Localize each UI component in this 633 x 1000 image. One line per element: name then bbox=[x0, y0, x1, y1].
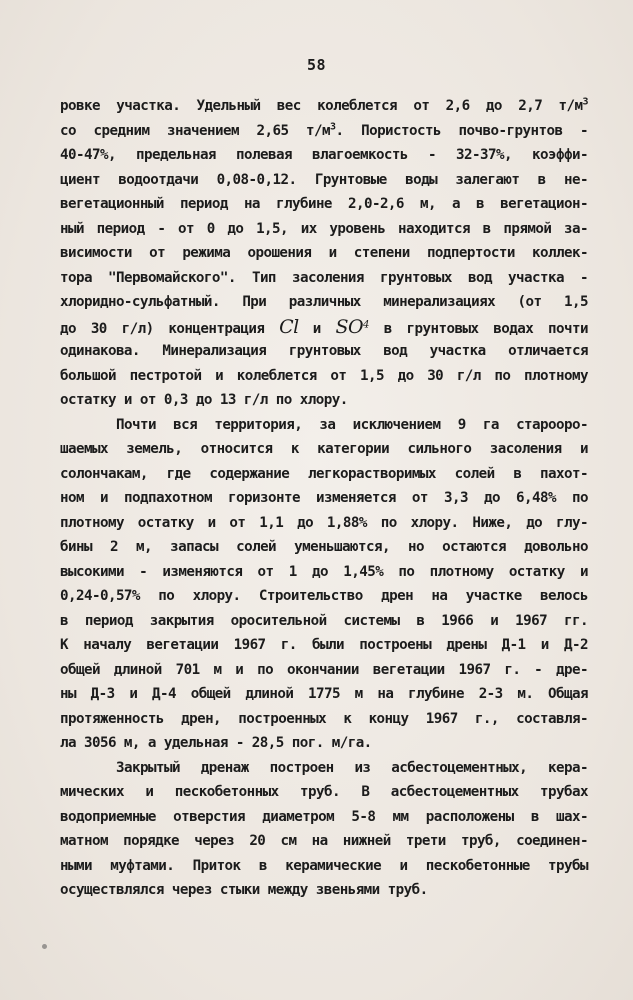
text-line: ла 3056 м, а удельная - 28,5 пог. м/га. bbox=[60, 735, 372, 751]
handwritten-chlorine: Cl bbox=[279, 315, 299, 338]
text-line: до 30 г/л) концентрация Cl и $SO^4$ в грунтовых водах почти bbox=[60, 315, 589, 338]
text-line: тора "Первомайского". Тип засоления грунтовых вод участка - bbox=[60, 269, 588, 286]
body-text bbox=[60, 94, 588, 903]
text-line: протяженность дрен, построенных к концу 1967 г., составля- bbox=[60, 710, 588, 727]
text-line: ными муфтами. Приток в керамические и пескобетонные трубы bbox=[60, 857, 588, 874]
text-line: висимости от режима орошения и степени подпертости коллек- bbox=[60, 245, 588, 261]
text-line: ном и подпахотном горизонте изменяется от 3,3 до 6,48% по bbox=[60, 490, 588, 506]
text-line: ровке участка. Удельный вес колеблется от 2,6 до 2,7 $т/м^3$ bbox=[60, 96, 588, 114]
text-line: 0,24-0,57% по хлору. Строительство дрен на участке велось bbox=[60, 588, 588, 604]
text-line: вегетационный период на глубине 2,0-2,6 м, а в вегетацион- bbox=[60, 196, 588, 212]
text-line: матном порядке через 20 см на нижней трети труб, соединен- bbox=[60, 833, 588, 849]
page-speck bbox=[42, 944, 47, 949]
text-line: большой пестротой и колеблется от 1,5 до 30 г/л по плотному bbox=[60, 367, 588, 384]
text-line: Почти вся территория, за исключением 9 га староорo- bbox=[116, 416, 588, 433]
text-line: одинакова. Минерализация грунтовых вод участка отличается bbox=[60, 343, 588, 359]
text-line: шаемых земель, относится к категории сильного засоления и bbox=[60, 441, 588, 457]
page-number: 58 bbox=[306, 56, 327, 74]
text-line: мических и пескобетонных труб. В асбестоцементных трубах bbox=[60, 784, 588, 800]
text-line: остатку и от 0,3 до 13 г/л по хлору. bbox=[60, 392, 348, 408]
text-line: со средним значением 2,65 $т/м^3$. Пористость почво-грунтов - bbox=[60, 120, 589, 139]
text-line: Закрытый дренаж построен из асбестоцементных, кера- bbox=[116, 759, 588, 776]
text-line: плотному остатку и от 1,1 до 1,88% по хлору. Ниже, до глу- bbox=[60, 514, 588, 531]
text-line: хлоридно-сульфатный. При различных минерализациях (от 1,5 bbox=[60, 294, 588, 310]
text-line: циент водоотдачи 0,08-0,12. Грунтовые воды залегают в не- bbox=[60, 171, 588, 188]
text-line: в период закрытия оросительной системы в 1966 и 1967 гг. bbox=[60, 612, 588, 629]
text-line: высокими - изменяются от 1 до 1,45% по плотному остатку и bbox=[60, 563, 588, 580]
handwritten-sulfate: SO bbox=[335, 315, 364, 338]
text-line: осуществлялся через стыки между звеньями труб. bbox=[60, 882, 428, 898]
text-line: бины 2 м, запасы солей уменьшаются, но остаются довольно bbox=[60, 539, 588, 555]
text-line: ны Д-3 и Д-4 общей длиной 1775 м на глубине 2-3 м. Общая bbox=[60, 686, 588, 702]
text-line: К началу вегетации 1967 г. были построены дрены Д-1 и Д-2 bbox=[60, 637, 588, 653]
superscript: 3 bbox=[330, 120, 336, 132]
text-line: ный период - от 0 до 1,5, их уровень находится в прямой за- bbox=[60, 220, 588, 237]
text-line: водоприемные отверстия диаметром 5-8 мм расположены в шах- bbox=[60, 808, 588, 825]
text-line: солончакам, где содержание легкорастворимых солей в пахот- bbox=[60, 465, 588, 482]
text-line: 40-47%, предельная полевая влагоемкость - 32-37%, коэффи- bbox=[60, 147, 588, 163]
superscript: 3 bbox=[582, 96, 588, 108]
text-line: общей длиной 701 м и по окончании вегетации 1967 г. - дре- bbox=[60, 661, 588, 678]
